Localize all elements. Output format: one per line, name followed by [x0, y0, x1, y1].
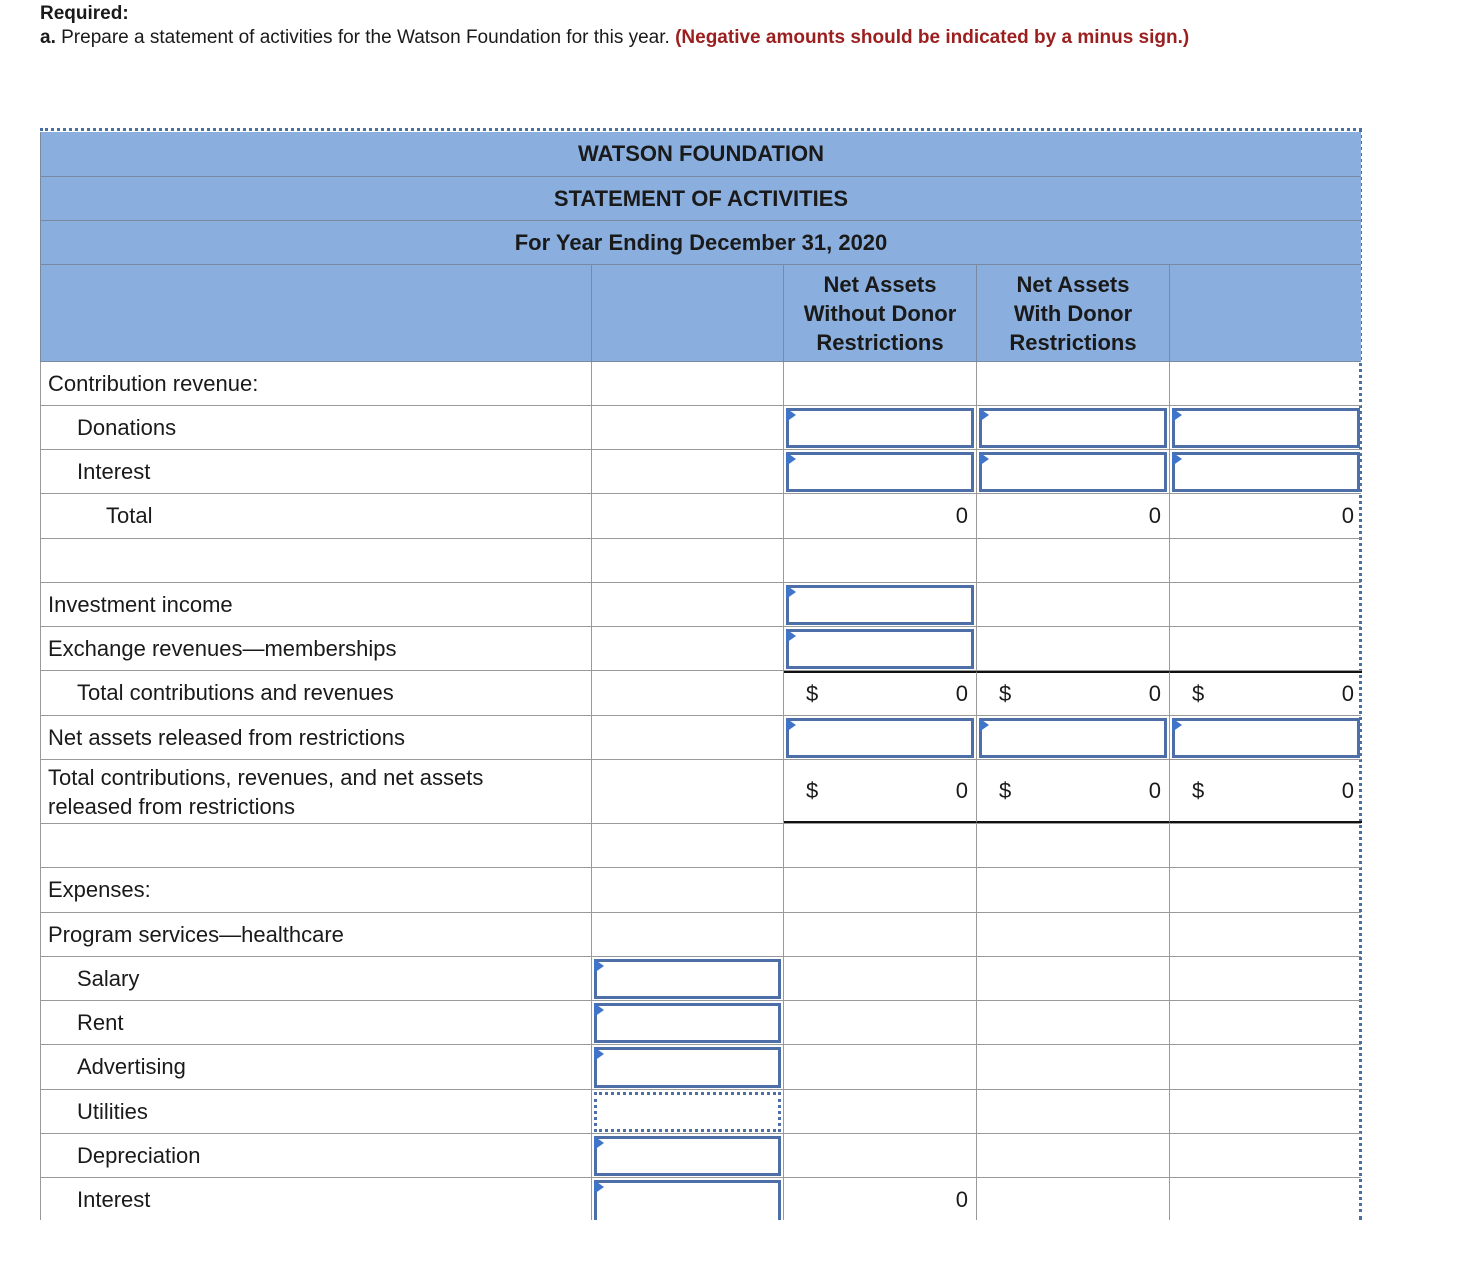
row-label: Interest — [77, 458, 151, 484]
col-with-line1: Net Assets — [1016, 271, 1130, 297]
table-row — [40, 671, 1361, 716]
period-text: For Year Ending December 31, 2020 — [514, 230, 888, 255]
table-row-blank — [40, 539, 1361, 583]
row-label: Exchange revenues—memberships — [48, 635, 397, 661]
total-total-value: 0 — [1341, 503, 1354, 528]
row-label: Total contributions and revenues — [77, 680, 394, 705]
row-label: Expenses: — [48, 877, 151, 902]
total-with-value: 0 — [1148, 503, 1161, 528]
table-row — [40, 1134, 1361, 1178]
title-text: WATSON FOUNDATION — [577, 141, 825, 166]
statement-title — [40, 132, 1361, 177]
currency-symbol: $ — [806, 777, 819, 803]
donations-without-input[interactable] — [786, 408, 974, 448]
table-row — [40, 1001, 1361, 1045]
statement-subtitle — [40, 177, 1361, 221]
table-row-blank — [40, 824, 1361, 868]
col-without-line3: Restrictions — [816, 329, 944, 355]
row-label: Investment income — [48, 591, 233, 617]
required-heading: Required: — [40, 3, 129, 24]
donations-total-input[interactable] — [1172, 408, 1360, 448]
table-row — [40, 362, 1361, 406]
header-without-donor — [784, 265, 977, 361]
utilities-input[interactable] — [594, 1092, 781, 1132]
header-total-cell — [1170, 265, 1362, 361]
column-header-row — [40, 265, 1361, 362]
interest-expense-value: 0 — [955, 1187, 968, 1212]
row-label: Donations — [77, 414, 177, 440]
row-label: Contribution revenue: — [48, 370, 259, 396]
advertising-input[interactable] — [594, 1047, 781, 1088]
row-label: Net assets released from restrictions — [48, 724, 406, 750]
table-row — [40, 627, 1361, 671]
row-label: Utilities — [77, 1098, 148, 1124]
interest-expense-input[interactable] — [594, 1180, 781, 1220]
row-label: Program services—healthcare — [48, 921, 344, 947]
header-with-donor — [977, 265, 1170, 361]
col-without-line1: Net Assets — [823, 271, 937, 297]
col-with-line3: Restrictions — [1009, 329, 1137, 355]
currency-symbol: $ — [999, 777, 1012, 803]
ta-with-value: 0 — [1148, 777, 1161, 803]
table-row — [40, 1090, 1361, 1134]
table-row — [40, 913, 1361, 957]
currency-symbol: $ — [999, 681, 1012, 706]
total-without-value: 0 — [955, 503, 968, 528]
negative-note: (Negative amounts should be indicated by a minus sign.) — [675, 27, 1190, 48]
interest-without-input[interactable] — [786, 452, 974, 492]
tcr-with-value: 0 — [1148, 681, 1161, 706]
depreciation-input[interactable] — [594, 1136, 781, 1176]
header-label-cell — [41, 265, 592, 361]
released-without-input[interactable] — [786, 718, 974, 758]
table-row — [40, 494, 1361, 539]
table-row — [40, 450, 1361, 494]
table-row — [40, 583, 1361, 627]
row-label: Salary — [77, 965, 140, 991]
exchange-revenues-input[interactable] — [786, 629, 974, 669]
salary-input[interactable] — [594, 959, 781, 999]
currency-symbol: $ — [1192, 777, 1205, 803]
statement-period — [40, 221, 1361, 265]
investment-income-input[interactable] — [786, 585, 974, 625]
tcr-total-value: 0 — [1341, 681, 1354, 706]
released-with-input[interactable] — [979, 718, 1167, 758]
header-blank-cell — [592, 265, 784, 361]
col-with-line2: With Donor — [1013, 300, 1133, 326]
row-label: Depreciation — [77, 1142, 201, 1168]
col-without-line2: Without Donor — [803, 300, 957, 326]
table-row — [40, 868, 1361, 913]
interest-with-input[interactable] — [979, 452, 1167, 492]
currency-symbol: $ — [1192, 681, 1205, 706]
table-row — [40, 957, 1361, 1001]
table-row — [40, 760, 1361, 824]
required-instruction — [40, 26, 1189, 50]
row-label: Interest — [77, 1187, 151, 1212]
row-label: Advertising — [77, 1054, 186, 1079]
ta-without-value: 0 — [955, 777, 968, 803]
subtitle-text: STATEMENT OF ACTIVITIES — [553, 186, 849, 211]
table-row — [40, 1045, 1361, 1090]
donations-with-input[interactable] — [979, 408, 1167, 448]
part-label: a. — [40, 27, 56, 48]
table-row — [40, 716, 1361, 760]
tcr-without-value: 0 — [955, 681, 968, 706]
ta-total-value: 0 — [1341, 777, 1354, 803]
instruction-text: Prepare a statement of activities for the Watson Foundation for this year. — [55, 27, 676, 48]
currency-symbol: $ — [806, 681, 819, 706]
interest-total-input[interactable] — [1172, 452, 1360, 492]
row-label: Rent — [77, 1009, 124, 1035]
table-row — [40, 1178, 1361, 1220]
statement-worksheet — [40, 128, 1362, 1220]
table-row — [40, 406, 1361, 450]
rent-input[interactable] — [594, 1003, 781, 1043]
released-total-input[interactable] — [1172, 718, 1360, 758]
required-block — [40, 2, 1189, 50]
row-label: Total contributions, revenues, and net assets released from restrictions — [48, 764, 484, 819]
row-label: Total — [106, 503, 153, 528]
worksheet-border-top — [40, 128, 1362, 131]
